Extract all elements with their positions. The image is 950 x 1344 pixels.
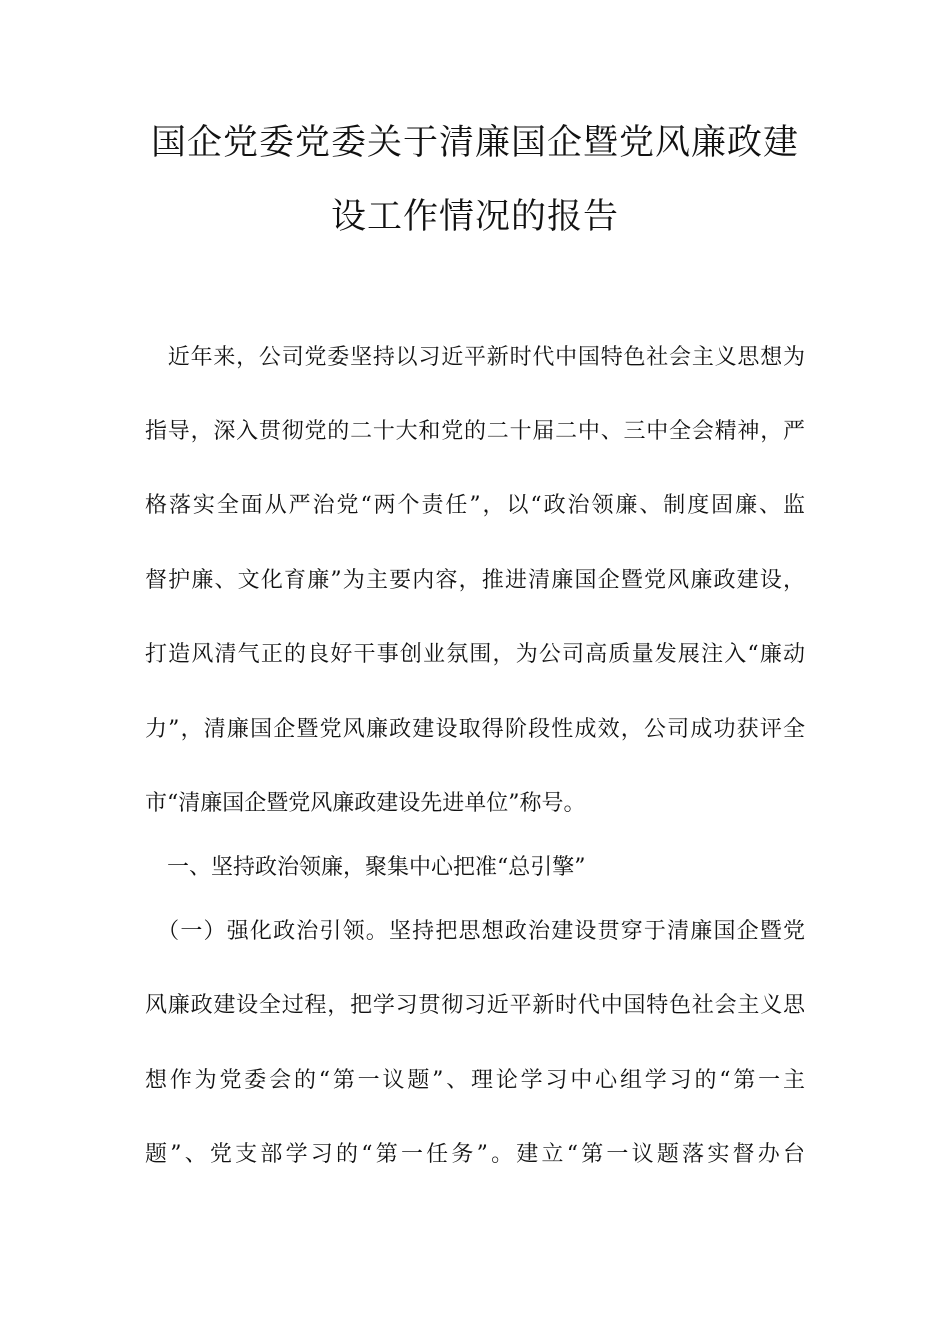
- body-line: 格落实全面从严治党“两个责任”，以“政治领廉、制度固廉、监: [145, 493, 805, 518]
- body-line: 题”、党支部学习的“第一任务”。建立“第一议题落实督办台: [145, 1142, 805, 1167]
- body-line: 风廉政建设全过程，把学习贯彻习近平新时代中国特色社会主义思: [145, 993, 805, 1018]
- section-heading: 一、坚持政治领廉，聚集中心把准“总引擎”: [145, 855, 586, 880]
- body-line: 想作为党委会的“第一议题”、理论学习中心组学习的“第一主: [145, 1068, 805, 1093]
- title-line-1: 国企党委党委关于清廉国企暨党风廉政建: [150, 123, 799, 163]
- body-line: 力”，清廉国企暨党风廉政建设取得阶段性成效，公司成功获评全: [145, 717, 805, 742]
- body-line: 指导，深入贯彻党的二十大和党的二十届二中、三中全会精神，严: [145, 419, 805, 444]
- title-line-2: 设工作情况的报告: [330, 197, 619, 237]
- body-line: （一）强化政治引领。坚持把思想政治建设贯穿于清廉国企暨党: [145, 919, 805, 944]
- body-line: 市“清廉国企暨党风廉政建设先进单位”称号。: [145, 791, 586, 816]
- body-line: 近年来，公司党委坚持以习近平新时代中国特色社会主义思想为: [145, 345, 805, 370]
- body-line: 打造风清气正的良好干事创业氛围，为公司高质量发展注入“廉动: [145, 642, 805, 667]
- body-line: 督护廉、文化育廉”为主要内容，推进清廉国企暨党风廉政建设，: [145, 568, 805, 593]
